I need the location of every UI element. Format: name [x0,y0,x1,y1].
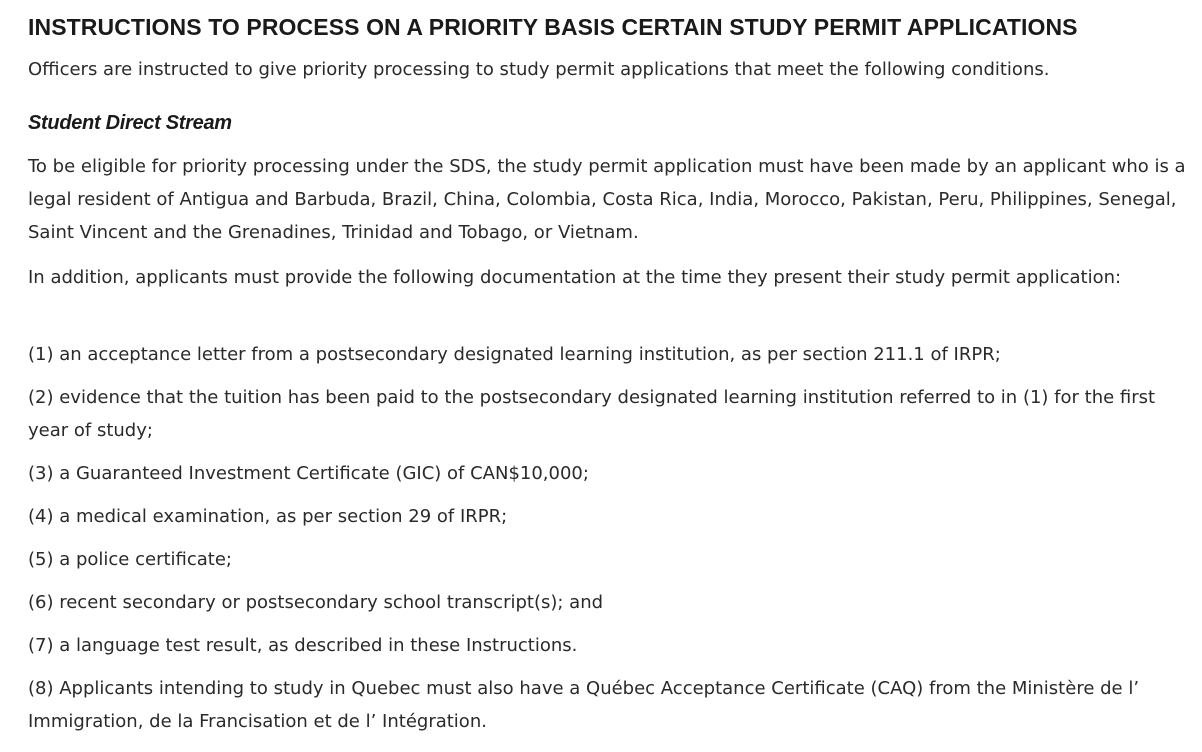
eligibility-paragraph: To be eligible for priority processing under the SDS, the study permit application must have been made by an applicant who is a legal resident of Antigua and Barbuda, Brazil, China, Colombia, Costa Rica, India, Morocco, Pakistan, Peru, Philippines, Senegal, Saint Vincent and the Grenadines, Trinidad and Tobago, or Vietnam. [28,156,1186,243]
documentation-paragraph: In addition, applicants must provide the following documentation at the time they present their study permit application: [28,267,1122,288]
list-item: (4) a medical examination, as per section 29 of IRPR; [28,506,508,527]
list-item: (5) a police certificate; [28,549,232,570]
list-item: (7) a language test result, as described in these Instructions. [28,635,578,656]
list-item: (3) a Guaranteed Investment Certificate (GIC) of CAN$10,000; [28,463,589,484]
section-heading: Student Direct Stream [28,112,232,134]
list-item: (2) evidence that the tuition has been paid to the postsecondary designated learning institution referred to in (1) for the first year of study; [28,387,1156,441]
list-item: (6) recent secondary or postsecondary school transcript(s); and [28,592,604,613]
list-item: (1) an acceptance letter from a postsecondary designated learning institution, as per section 211.1 of IRPR; [28,344,1001,365]
intro-paragraph: Officers are instructed to give priority processing to study permit applications that meet the following conditions. [28,59,1050,80]
page-title: INSTRUCTIONS TO PROCESS ON A PRIORITY BASIS CERTAIN STUDY PERMIT APPLICATIONS [28,14,1078,40]
list-item: (8) Applicants intending to study in Quebec must also have a Québec Acceptance Certificate (CAQ) from the Ministère de l’ Immigration, de la Francisation et de l’ Intégration. [28,678,1140,732]
